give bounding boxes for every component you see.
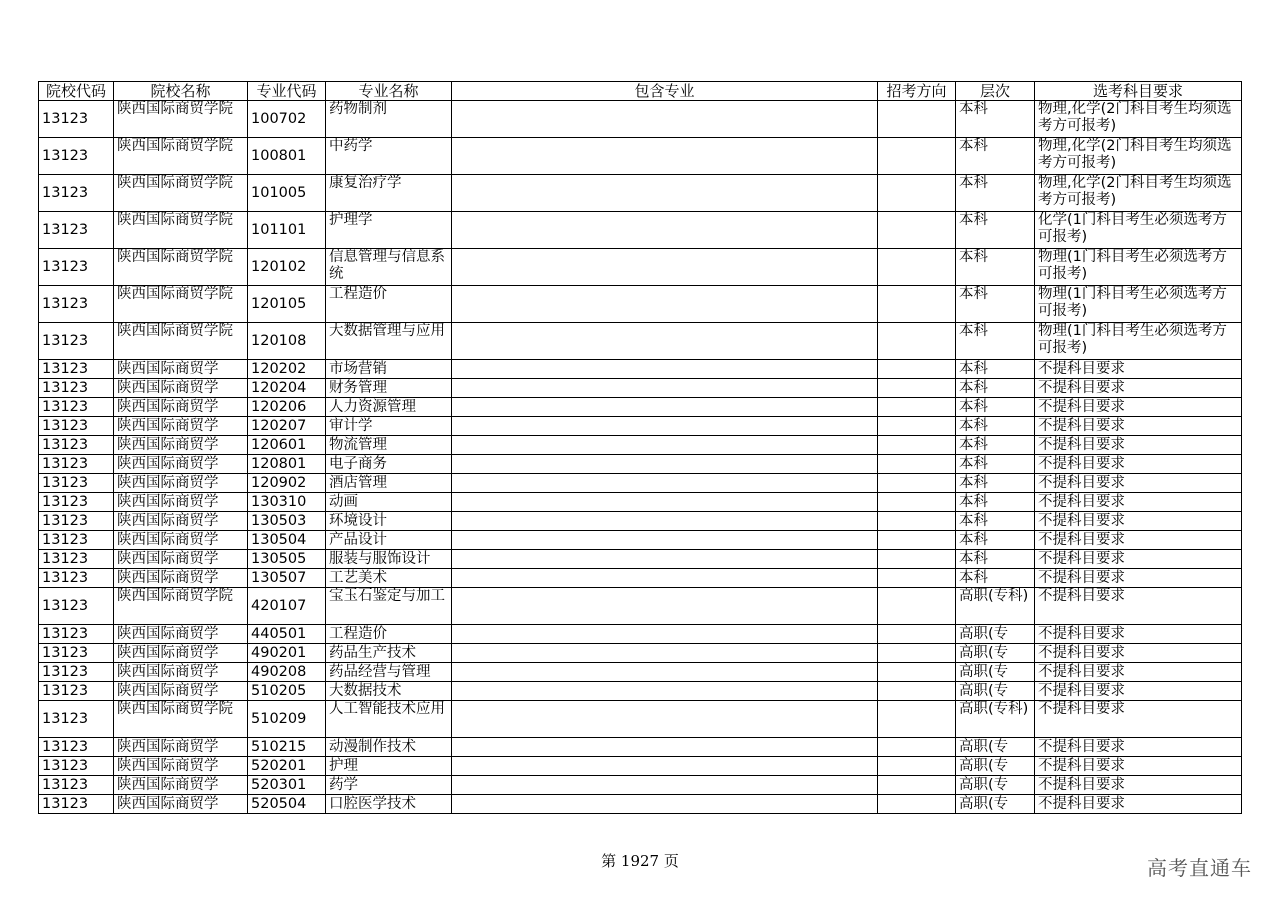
cell-school-name: 陕西国际商贸学 — [114, 360, 248, 379]
cell-included-majors — [452, 757, 878, 776]
cell-subject-requirement: 物理(1门科目考生必须选考方可报考) — [1035, 249, 1242, 286]
cell-included-majors — [452, 138, 878, 175]
cell-level: 高职(专 — [956, 757, 1035, 776]
cell-included-majors — [452, 436, 878, 455]
cell-direction — [878, 795, 956, 814]
cell-major-name: 护理 — [326, 757, 452, 776]
cell-school-name: 陕西国际商贸学院 — [114, 101, 248, 138]
cell-school-name: 陕西国际商贸学 — [114, 776, 248, 795]
cell-direction — [878, 360, 956, 379]
cell-school-code: 13123 — [39, 625, 114, 644]
cell-school-code: 13123 — [39, 682, 114, 701]
cell-major-code: 120801 — [248, 455, 326, 474]
cell-included-majors — [452, 701, 878, 738]
cell-subject-requirement: 物理,化学(2门科目考生均须选考方可报考) — [1035, 101, 1242, 138]
cell-school-name: 陕西国际商贸学 — [114, 757, 248, 776]
cell-direction — [878, 757, 956, 776]
cell-subject-requirement: 不提科目要求 — [1035, 757, 1242, 776]
table-row — [39, 249, 1242, 286]
cell-subject-requirement: 不提科目要求 — [1035, 379, 1242, 398]
cell-direction — [878, 417, 956, 436]
cell-school-code: 13123 — [39, 474, 114, 493]
header-direction: 招考方向 — [878, 82, 956, 101]
cell-school-code: 13123 — [39, 569, 114, 588]
cell-major-code: 120102 — [248, 249, 326, 286]
cell-major-code: 510209 — [248, 701, 326, 738]
cell-major-code: 130504 — [248, 531, 326, 550]
cell-direction — [878, 512, 956, 531]
cell-direction — [878, 138, 956, 175]
table-row — [39, 138, 1242, 175]
cell-direction — [878, 663, 956, 682]
table-row — [39, 455, 1242, 474]
cell-school-code: 13123 — [39, 776, 114, 795]
cell-subject-requirement: 不提科目要求 — [1035, 360, 1242, 379]
cell-major-name: 服装与服饰设计 — [326, 550, 452, 569]
cell-major-name: 康复治疗学 — [326, 175, 452, 212]
cell-school-name: 陕西国际商贸学 — [114, 417, 248, 436]
table-row — [39, 682, 1242, 701]
cell-level: 本科 — [956, 436, 1035, 455]
cell-major-code: 130505 — [248, 550, 326, 569]
cell-school-code: 13123 — [39, 286, 114, 323]
cell-major-name: 药学 — [326, 776, 452, 795]
header-school-name: 院校名称 — [114, 82, 248, 101]
cell-school-name: 陕西国际商贸学 — [114, 398, 248, 417]
header-level: 层次 — [956, 82, 1035, 101]
table-row — [39, 757, 1242, 776]
cell-direction — [878, 531, 956, 550]
cell-major-name: 大数据技术 — [326, 682, 452, 701]
table-row — [39, 776, 1242, 795]
table-body — [39, 101, 1242, 814]
cell-subject-requirement: 不提科目要求 — [1035, 417, 1242, 436]
cell-direction — [878, 588, 956, 625]
header-row — [39, 82, 1242, 101]
cell-level: 本科 — [956, 323, 1035, 360]
cell-included-majors — [452, 512, 878, 531]
cell-direction — [878, 738, 956, 757]
table-row — [39, 493, 1242, 512]
cell-school-name: 陕西国际商贸学院 — [114, 212, 248, 249]
cell-subject-requirement: 不提科目要求 — [1035, 701, 1242, 738]
cell-major-name: 药品生产技术 — [326, 644, 452, 663]
cell-level: 本科 — [956, 249, 1035, 286]
cell-school-code: 13123 — [39, 550, 114, 569]
cell-included-majors — [452, 795, 878, 814]
cell-major-code: 120108 — [248, 323, 326, 360]
cell-level: 高职(专 — [956, 682, 1035, 701]
table-row — [39, 417, 1242, 436]
cell-subject-requirement: 化学(1门科目考生必须选考方可报考) — [1035, 212, 1242, 249]
cell-included-majors — [452, 550, 878, 569]
cell-major-name: 市场营销 — [326, 360, 452, 379]
cell-school-code: 13123 — [39, 588, 114, 625]
cell-school-code: 13123 — [39, 701, 114, 738]
header-included-majors: 包含专业 — [452, 82, 878, 101]
cell-major-name: 药物制剂 — [326, 101, 452, 138]
cell-major-code: 120204 — [248, 379, 326, 398]
cell-included-majors — [452, 417, 878, 436]
cell-included-majors — [452, 625, 878, 644]
cell-subject-requirement: 物理(1门科目考生必须选考方可报考) — [1035, 286, 1242, 323]
cell-subject-requirement: 不提科目要求 — [1035, 663, 1242, 682]
cell-level: 高职(专 — [956, 625, 1035, 644]
cell-school-code: 13123 — [39, 417, 114, 436]
cell-major-name: 酒店管理 — [326, 474, 452, 493]
cell-major-code: 120202 — [248, 360, 326, 379]
table-row — [39, 531, 1242, 550]
cell-level: 高职(专科) — [956, 701, 1035, 738]
cell-major-name: 环境设计 — [326, 512, 452, 531]
cell-major-code: 520201 — [248, 757, 326, 776]
cell-level: 本科 — [956, 398, 1035, 417]
table-row — [39, 323, 1242, 360]
admission-table — [38, 81, 1242, 814]
table-row — [39, 101, 1242, 138]
cell-school-code: 13123 — [39, 644, 114, 663]
cell-major-code: 130503 — [248, 512, 326, 531]
table-row — [39, 625, 1242, 644]
table-row — [39, 474, 1242, 493]
cell-direction — [878, 625, 956, 644]
table-row — [39, 175, 1242, 212]
cell-major-code: 510205 — [248, 682, 326, 701]
cell-level: 本科 — [956, 138, 1035, 175]
cell-level: 本科 — [956, 417, 1035, 436]
cell-direction — [878, 493, 956, 512]
cell-school-code: 13123 — [39, 531, 114, 550]
cell-level: 本科 — [956, 379, 1035, 398]
cell-school-code: 13123 — [39, 398, 114, 417]
cell-subject-requirement: 不提科目要求 — [1035, 512, 1242, 531]
table-row — [39, 701, 1242, 738]
cell-major-code: 100801 — [248, 138, 326, 175]
cell-direction — [878, 175, 956, 212]
cell-major-code: 120105 — [248, 286, 326, 323]
cell-subject-requirement: 物理(1门科目考生必须选考方可报考) — [1035, 323, 1242, 360]
cell-included-majors — [452, 249, 878, 286]
cell-school-name: 陕西国际商贸学 — [114, 512, 248, 531]
table-row — [39, 569, 1242, 588]
cell-direction — [878, 101, 956, 138]
cell-major-name: 财务管理 — [326, 379, 452, 398]
table-row — [39, 550, 1242, 569]
cell-major-name: 工程造价 — [326, 286, 452, 323]
cell-direction — [878, 398, 956, 417]
cell-school-code: 13123 — [39, 379, 114, 398]
cell-included-majors — [452, 493, 878, 512]
cell-school-name: 陕西国际商贸学 — [114, 738, 248, 757]
cell-subject-requirement: 物理,化学(2门科目考生均须选考方可报考) — [1035, 138, 1242, 175]
cell-school-code: 13123 — [39, 436, 114, 455]
cell-direction — [878, 249, 956, 286]
cell-school-code: 13123 — [39, 663, 114, 682]
cell-included-majors — [452, 531, 878, 550]
cell-included-majors — [452, 286, 878, 323]
cell-major-code: 420107 — [248, 588, 326, 625]
cell-subject-requirement: 不提科目要求 — [1035, 776, 1242, 795]
cell-major-name: 电子商务 — [326, 455, 452, 474]
cell-subject-requirement: 不提科目要求 — [1035, 474, 1242, 493]
cell-major-code: 490201 — [248, 644, 326, 663]
cell-major-name: 大数据管理与应用 — [326, 323, 452, 360]
cell-level: 本科 — [956, 493, 1035, 512]
cell-school-code: 13123 — [39, 101, 114, 138]
cell-major-name: 药品经营与管理 — [326, 663, 452, 682]
cell-major-name: 动漫制作技术 — [326, 738, 452, 757]
cell-major-name: 口腔医学技术 — [326, 795, 452, 814]
cell-subject-requirement: 不提科目要求 — [1035, 531, 1242, 550]
cell-direction — [878, 379, 956, 398]
cell-included-majors — [452, 682, 878, 701]
page-number: 第 1927 页 — [601, 852, 679, 870]
cell-level: 本科 — [956, 360, 1035, 379]
cell-included-majors — [452, 644, 878, 663]
header-major-code: 专业代码 — [248, 82, 326, 101]
cell-included-majors — [452, 455, 878, 474]
cell-major-name: 信息管理与信息系统 — [326, 249, 452, 286]
cell-major-name: 人力资源管理 — [326, 398, 452, 417]
cell-included-majors — [452, 474, 878, 493]
table-row — [39, 738, 1242, 757]
cell-school-code: 13123 — [39, 795, 114, 814]
cell-school-name: 陕西国际商贸学 — [114, 682, 248, 701]
table-row — [39, 398, 1242, 417]
table-row — [39, 795, 1242, 814]
cell-level: 本科 — [956, 569, 1035, 588]
cell-direction — [878, 776, 956, 795]
cell-subject-requirement: 不提科目要求 — [1035, 588, 1242, 625]
cell-subject-requirement: 不提科目要求 — [1035, 436, 1242, 455]
cell-major-name: 动画 — [326, 493, 452, 512]
cell-school-name: 陕西国际商贸学 — [114, 644, 248, 663]
cell-subject-requirement: 不提科目要求 — [1035, 569, 1242, 588]
cell-major-name: 物流管理 — [326, 436, 452, 455]
cell-major-code: 120902 — [248, 474, 326, 493]
cell-school-name: 陕西国际商贸学院 — [114, 701, 248, 738]
cell-level: 本科 — [956, 512, 1035, 531]
cell-school-name: 陕西国际商贸学 — [114, 379, 248, 398]
cell-major-name: 工程造价 — [326, 625, 452, 644]
cell-direction — [878, 436, 956, 455]
cell-school-name: 陕西国际商贸学院 — [114, 286, 248, 323]
cell-school-code: 13123 — [39, 138, 114, 175]
cell-included-majors — [452, 212, 878, 249]
cell-subject-requirement: 不提科目要求 — [1035, 493, 1242, 512]
table-row — [39, 212, 1242, 249]
cell-included-majors — [452, 738, 878, 757]
cell-school-code: 13123 — [39, 738, 114, 757]
cell-school-name: 陕西国际商贸学 — [114, 569, 248, 588]
cell-major-code: 130310 — [248, 493, 326, 512]
cell-major-code: 120207 — [248, 417, 326, 436]
cell-major-code: 120206 — [248, 398, 326, 417]
cell-direction — [878, 682, 956, 701]
cell-school-name: 陕西国际商贸学院 — [114, 323, 248, 360]
cell-major-name: 宝玉石鉴定与加工 — [326, 588, 452, 625]
cell-school-code: 13123 — [39, 757, 114, 776]
cell-included-majors — [452, 398, 878, 417]
header-school-code: 院校代码 — [39, 82, 114, 101]
table-row — [39, 360, 1242, 379]
cell-major-name: 人工智能技术应用 — [326, 701, 452, 738]
cell-level: 本科 — [956, 101, 1035, 138]
cell-subject-requirement: 不提科目要求 — [1035, 625, 1242, 644]
cell-included-majors — [452, 379, 878, 398]
cell-direction — [878, 474, 956, 493]
cell-school-name: 陕西国际商贸学 — [114, 436, 248, 455]
cell-subject-requirement: 物理,化学(2门科目考生均须选考方可报考) — [1035, 175, 1242, 212]
table-row — [39, 663, 1242, 682]
table-row — [39, 588, 1242, 625]
header-major-name: 专业名称 — [326, 82, 452, 101]
cell-major-name: 中药学 — [326, 138, 452, 175]
cell-level: 高职(专 — [956, 738, 1035, 757]
cell-major-name: 审计学 — [326, 417, 452, 436]
watermark: 高考直通车 — [1147, 856, 1252, 880]
cell-major-code: 520504 — [248, 795, 326, 814]
cell-direction — [878, 550, 956, 569]
cell-subject-requirement: 不提科目要求 — [1035, 398, 1242, 417]
cell-major-name: 工艺美术 — [326, 569, 452, 588]
cell-major-name: 护理学 — [326, 212, 452, 249]
cell-included-majors — [452, 569, 878, 588]
cell-major-code: 130507 — [248, 569, 326, 588]
cell-included-majors — [452, 588, 878, 625]
cell-major-code: 100702 — [248, 101, 326, 138]
cell-school-code: 13123 — [39, 493, 114, 512]
cell-school-name: 陕西国际商贸学院 — [114, 138, 248, 175]
cell-school-code: 13123 — [39, 249, 114, 286]
cell-subject-requirement: 不提科目要求 — [1035, 682, 1242, 701]
cell-direction — [878, 286, 956, 323]
cell-level: 高职(专 — [956, 663, 1035, 682]
cell-subject-requirement: 不提科目要求 — [1035, 455, 1242, 474]
cell-school-name: 陕西国际商贸学 — [114, 550, 248, 569]
cell-level: 本科 — [956, 474, 1035, 493]
cell-subject-requirement: 不提科目要求 — [1035, 738, 1242, 757]
cell-level: 本科 — [956, 212, 1035, 249]
cell-school-code: 13123 — [39, 323, 114, 360]
cell-level: 本科 — [956, 531, 1035, 550]
cell-school-name: 陕西国际商贸学 — [114, 795, 248, 814]
cell-included-majors — [452, 663, 878, 682]
cell-included-majors — [452, 776, 878, 795]
cell-included-majors — [452, 360, 878, 379]
cell-school-name: 陕西国际商贸学院 — [114, 249, 248, 286]
cell-level: 高职(专 — [956, 644, 1035, 663]
cell-direction — [878, 455, 956, 474]
table-row — [39, 436, 1242, 455]
cell-school-name: 陕西国际商贸学 — [114, 663, 248, 682]
cell-school-name: 陕西国际商贸学 — [114, 474, 248, 493]
cell-school-name: 陕西国际商贸学院 — [114, 588, 248, 625]
cell-direction — [878, 701, 956, 738]
header-subject-requirement: 选考科目要求 — [1035, 82, 1242, 101]
cell-included-majors — [452, 101, 878, 138]
table-row — [39, 286, 1242, 323]
cell-school-code: 13123 — [39, 512, 114, 531]
cell-direction — [878, 644, 956, 663]
cell-school-name: 陕西国际商贸学 — [114, 625, 248, 644]
cell-subject-requirement: 不提科目要求 — [1035, 795, 1242, 814]
cell-major-code: 490208 — [248, 663, 326, 682]
cell-subject-requirement: 不提科目要求 — [1035, 550, 1242, 569]
cell-school-name: 陕西国际商贸学 — [114, 493, 248, 512]
cell-school-name: 陕西国际商贸学 — [114, 455, 248, 474]
cell-direction — [878, 212, 956, 249]
cell-level: 高职(专 — [956, 795, 1035, 814]
cell-school-code: 13123 — [39, 212, 114, 249]
cell-direction — [878, 323, 956, 360]
cell-school-name: 陕西国际商贸学院 — [114, 175, 248, 212]
cell-direction — [878, 569, 956, 588]
cell-major-name: 产品设计 — [326, 531, 452, 550]
cell-major-code: 101101 — [248, 212, 326, 249]
cell-major-code: 120601 — [248, 436, 326, 455]
cell-subject-requirement: 不提科目要求 — [1035, 644, 1242, 663]
cell-major-code: 101005 — [248, 175, 326, 212]
cell-major-code: 520301 — [248, 776, 326, 795]
cell-level: 本科 — [956, 455, 1035, 474]
table-row — [39, 512, 1242, 531]
cell-level: 高职(专科) — [956, 588, 1035, 625]
cell-school-code: 13123 — [39, 360, 114, 379]
cell-included-majors — [452, 323, 878, 360]
cell-major-code: 510215 — [248, 738, 326, 757]
cell-level: 本科 — [956, 175, 1035, 212]
cell-level: 高职(专 — [956, 776, 1035, 795]
cell-school-code: 13123 — [39, 175, 114, 212]
cell-included-majors — [452, 175, 878, 212]
cell-school-name: 陕西国际商贸学 — [114, 531, 248, 550]
table-row — [39, 379, 1242, 398]
cell-level: 本科 — [956, 286, 1035, 323]
table-row — [39, 644, 1242, 663]
cell-level: 本科 — [956, 550, 1035, 569]
cell-major-code: 440501 — [248, 625, 326, 644]
cell-school-code: 13123 — [39, 455, 114, 474]
